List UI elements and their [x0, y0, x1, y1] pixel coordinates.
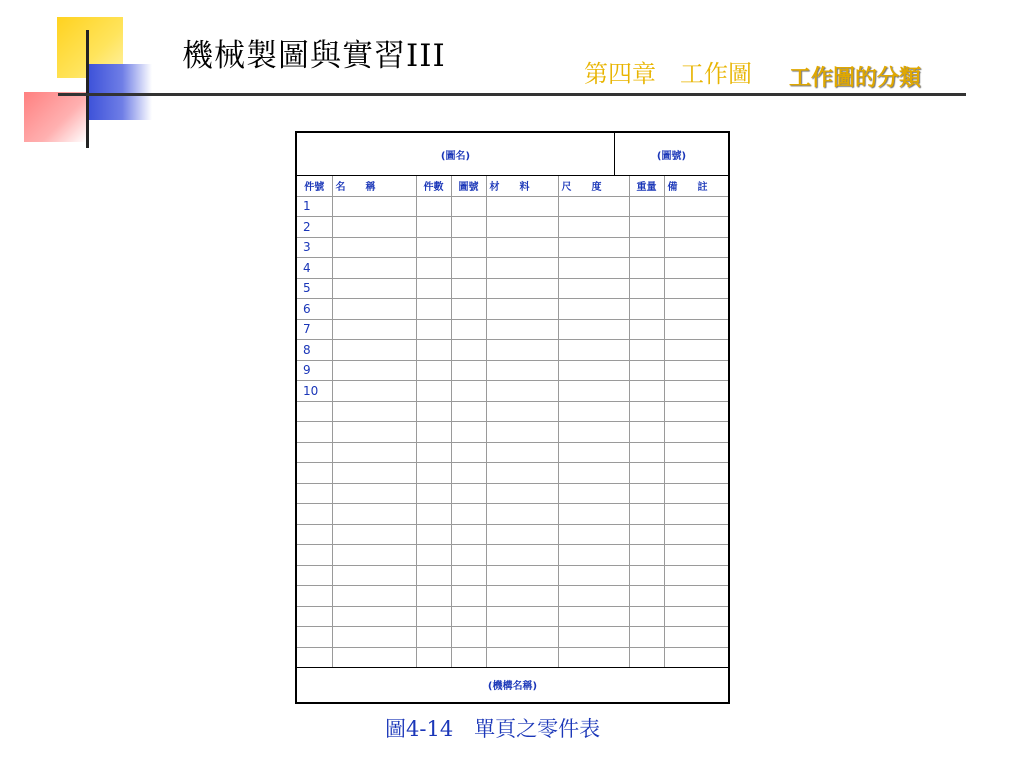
- table-body: [297, 196, 728, 668]
- table-cell: [486, 381, 558, 402]
- slide-title: 機械製圖與實習III: [182, 38, 446, 74]
- table-cell: [486, 237, 558, 258]
- part-number-cell: [297, 545, 332, 566]
- table-cell: [451, 258, 486, 279]
- table-cell: [486, 360, 558, 381]
- table-cell: [416, 463, 451, 484]
- table-cell: [629, 504, 664, 525]
- table-cell: [416, 278, 451, 299]
- table-row: [297, 196, 728, 217]
- column-header: 材 料: [486, 176, 558, 196]
- table-cell: [664, 586, 728, 607]
- table-row: [297, 586, 728, 607]
- table-cell: [664, 565, 728, 586]
- table-cell: [558, 340, 629, 361]
- table-cell: [629, 586, 664, 607]
- column-header: 備 註: [664, 176, 728, 196]
- column-header: 圖號: [451, 176, 486, 196]
- table-header-row: [297, 176, 728, 196]
- table-cell: [629, 463, 664, 484]
- table-cell: [629, 627, 664, 648]
- table-cell: [664, 196, 728, 217]
- table-cell: [558, 196, 629, 217]
- decor-red-square: [24, 92, 86, 142]
- part-number-cell: 10: [297, 381, 332, 402]
- part-number-cell: 5: [297, 278, 332, 299]
- table-cell: [332, 647, 416, 668]
- part-number-cell: 6: [297, 299, 332, 320]
- table-cell: [558, 504, 629, 525]
- table-cell: [629, 299, 664, 320]
- table-cell: [332, 586, 416, 607]
- part-number-cell: [297, 483, 332, 504]
- table-cell: [486, 524, 558, 545]
- part-number-cell: [297, 647, 332, 668]
- table-cell: [558, 586, 629, 607]
- table-cell: [332, 524, 416, 545]
- table-cell: [451, 463, 486, 484]
- table-cell: [332, 627, 416, 648]
- table-cell: [486, 299, 558, 320]
- table-cell: [629, 401, 664, 422]
- table-cell: [332, 606, 416, 627]
- table-cell: [664, 237, 728, 258]
- table-cell: [664, 647, 728, 668]
- figure-caption: 圖4-14 單頁之零件表: [385, 717, 601, 741]
- part-number-cell: 3: [297, 237, 332, 258]
- table-cell: [664, 278, 728, 299]
- table-cell: [416, 442, 451, 463]
- table-row: [297, 278, 728, 299]
- table-cell: [416, 237, 451, 258]
- table-cell: [332, 360, 416, 381]
- table-cell: [664, 258, 728, 279]
- table-cell: [451, 504, 486, 525]
- table-cell: [558, 463, 629, 484]
- table-cell: [629, 422, 664, 443]
- table-cell: [451, 360, 486, 381]
- table-cell: [416, 340, 451, 361]
- drawing-number-cell: (圖號): [656, 151, 687, 162]
- table-row: [297, 524, 728, 545]
- table-cell: [486, 606, 558, 627]
- table-cell: [451, 319, 486, 340]
- table-cell: [486, 504, 558, 525]
- table-cell: [629, 381, 664, 402]
- table-cell: [332, 258, 416, 279]
- table-cell: [416, 381, 451, 402]
- header-divider: [58, 93, 966, 96]
- table-cell: [629, 258, 664, 279]
- table-cell: [416, 586, 451, 607]
- table-cell: [664, 319, 728, 340]
- table-cell: [558, 606, 629, 627]
- table-row: [297, 237, 728, 258]
- table-cell: [629, 647, 664, 668]
- table-cell: [486, 422, 558, 443]
- part-number-cell: [297, 422, 332, 443]
- table-cell: [416, 299, 451, 320]
- table-cell: [664, 463, 728, 484]
- table-cell: [332, 401, 416, 422]
- table-cell: [629, 237, 664, 258]
- table-cell: [486, 586, 558, 607]
- table-cell: [416, 401, 451, 422]
- table-cell: [629, 278, 664, 299]
- part-number-cell: 7: [297, 319, 332, 340]
- table-cell: [416, 483, 451, 504]
- table-cell: [332, 319, 416, 340]
- table-cell: [451, 401, 486, 422]
- table-cell: [486, 627, 558, 648]
- table-cell: [629, 217, 664, 238]
- table-cell: [629, 360, 664, 381]
- table-cell: [486, 319, 558, 340]
- table-cell: [451, 606, 486, 627]
- table-cell: [558, 647, 629, 668]
- column-header: 重量: [629, 176, 664, 196]
- table-cell: [558, 627, 629, 648]
- table-cell: [486, 442, 558, 463]
- table-cell: [416, 360, 451, 381]
- table-cell: [451, 196, 486, 217]
- table-cell: [629, 319, 664, 340]
- table-row: [297, 299, 728, 320]
- table-cell: [664, 360, 728, 381]
- table-cell: [664, 545, 728, 566]
- table-cell: [629, 524, 664, 545]
- table-cell: [451, 627, 486, 648]
- drawing-name-cell: (圖名): [297, 133, 615, 176]
- table-cell: [416, 319, 451, 340]
- table-row: [297, 401, 728, 422]
- table-cell: [664, 381, 728, 402]
- table-cell: [486, 278, 558, 299]
- table-cell: [451, 381, 486, 402]
- table-cell: [486, 647, 558, 668]
- table-cell: [332, 237, 416, 258]
- table-cell: [558, 401, 629, 422]
- table-cell: [558, 483, 629, 504]
- table-cell: [451, 647, 486, 668]
- table-row: [297, 442, 728, 463]
- part-number-cell: [297, 463, 332, 484]
- table-cell: [558, 319, 629, 340]
- table-cell: [451, 217, 486, 238]
- table-cell: [332, 381, 416, 402]
- table-cell: [558, 237, 629, 258]
- column-header: 件數: [416, 176, 451, 196]
- table-cell: [332, 565, 416, 586]
- part-number-cell: [297, 627, 332, 648]
- table-cell: [332, 340, 416, 361]
- table-row: [297, 483, 728, 504]
- table-cell: [332, 217, 416, 238]
- column-header: 件號: [297, 176, 332, 196]
- table-row: [297, 340, 728, 361]
- table-cell: [332, 422, 416, 443]
- table-cell: [664, 483, 728, 504]
- section-title: 工作圖的分類: [789, 66, 922, 91]
- decor-blue-square: [86, 64, 152, 120]
- table-cell: [451, 422, 486, 443]
- table-cell: [416, 422, 451, 443]
- table-cell: [332, 463, 416, 484]
- table-cell: [332, 196, 416, 217]
- table-cell: [332, 442, 416, 463]
- table-row: [297, 463, 728, 484]
- part-number-cell: 2: [297, 217, 332, 238]
- table-cell: [558, 524, 629, 545]
- table-cell: [416, 196, 451, 217]
- table-cell: [558, 565, 629, 586]
- table-cell: [451, 586, 486, 607]
- part-number-cell: 1: [297, 196, 332, 217]
- table-row: [297, 258, 728, 279]
- table-row: [297, 545, 728, 566]
- form-header: [297, 133, 728, 176]
- chapter-label: 第四章 工作圖: [584, 60, 752, 88]
- table-cell: [664, 442, 728, 463]
- table-cell: [664, 524, 728, 545]
- table-cell: [558, 258, 629, 279]
- part-number-cell: [297, 401, 332, 422]
- table-cell: [451, 483, 486, 504]
- part-number-cell: [297, 524, 332, 545]
- table-row: [297, 360, 728, 381]
- table-cell: [629, 340, 664, 361]
- table-cell: [486, 217, 558, 238]
- table-cell: [332, 504, 416, 525]
- table-cell: [629, 606, 664, 627]
- table-cell: [451, 340, 486, 361]
- part-number-cell: [297, 442, 332, 463]
- table-cell: [451, 565, 486, 586]
- part-number-cell: 4: [297, 258, 332, 279]
- table-cell: [558, 299, 629, 320]
- part-number-cell: 8: [297, 340, 332, 361]
- table-row: [297, 319, 728, 340]
- table-cell: [664, 401, 728, 422]
- table-cell: [416, 217, 451, 238]
- table-cell: [486, 545, 558, 566]
- organization-name-cell: (機構名稱): [487, 680, 538, 692]
- table-cell: [664, 340, 728, 361]
- table-cell: [664, 504, 728, 525]
- table-cell: [416, 258, 451, 279]
- table-cell: [558, 422, 629, 443]
- table-cell: [451, 278, 486, 299]
- table-cell: [664, 627, 728, 648]
- table-cell: [664, 606, 728, 627]
- table-cell: [451, 442, 486, 463]
- table-cell: [486, 401, 558, 422]
- table-row: [297, 381, 728, 402]
- table-cell: [416, 565, 451, 586]
- table-cell: [451, 545, 486, 566]
- table-cell: [486, 196, 558, 217]
- column-header: 名 稱: [332, 176, 416, 196]
- part-number-cell: [297, 586, 332, 607]
- parts-table: [297, 176, 728, 668]
- table-cell: [486, 258, 558, 279]
- column-header: 尺 度: [558, 176, 629, 196]
- table-cell: [558, 381, 629, 402]
- table-cell: [558, 360, 629, 381]
- table-cell: [416, 647, 451, 668]
- table-row: [297, 504, 728, 525]
- table-cell: [416, 606, 451, 627]
- table-cell: [664, 217, 728, 238]
- table-cell: [486, 565, 558, 586]
- table-cell: [558, 442, 629, 463]
- table-cell: [416, 545, 451, 566]
- part-number-cell: [297, 504, 332, 525]
- table-cell: [332, 483, 416, 504]
- table-cell: [486, 463, 558, 484]
- table-row: [297, 217, 728, 238]
- table-cell: [416, 524, 451, 545]
- table-cell: [451, 299, 486, 320]
- part-number-cell: 9: [297, 360, 332, 381]
- table-row: [297, 422, 728, 443]
- table-row: [297, 606, 728, 627]
- table-cell: [629, 483, 664, 504]
- table-cell: [486, 483, 558, 504]
- table-row: [297, 565, 728, 586]
- table-cell: [332, 299, 416, 320]
- table-cell: [629, 565, 664, 586]
- table-cell: [629, 196, 664, 217]
- table-row: [297, 647, 728, 668]
- table-cell: [332, 278, 416, 299]
- table-cell: [416, 504, 451, 525]
- table-cell: [558, 217, 629, 238]
- table-row: [297, 627, 728, 648]
- part-number-cell: [297, 565, 332, 586]
- part-number-cell: [297, 606, 332, 627]
- table-cell: [629, 442, 664, 463]
- table-cell: [664, 299, 728, 320]
- table-cell: [629, 545, 664, 566]
- table-cell: [558, 545, 629, 566]
- table-cell: [664, 422, 728, 443]
- table-cell: [451, 524, 486, 545]
- table-cell: [332, 545, 416, 566]
- parts-list-form: [295, 131, 730, 704]
- table-cell: [416, 627, 451, 648]
- table-cell: [486, 340, 558, 361]
- table-cell: [558, 278, 629, 299]
- table-cell: [451, 237, 486, 258]
- decor-vertical-line: [86, 30, 89, 148]
